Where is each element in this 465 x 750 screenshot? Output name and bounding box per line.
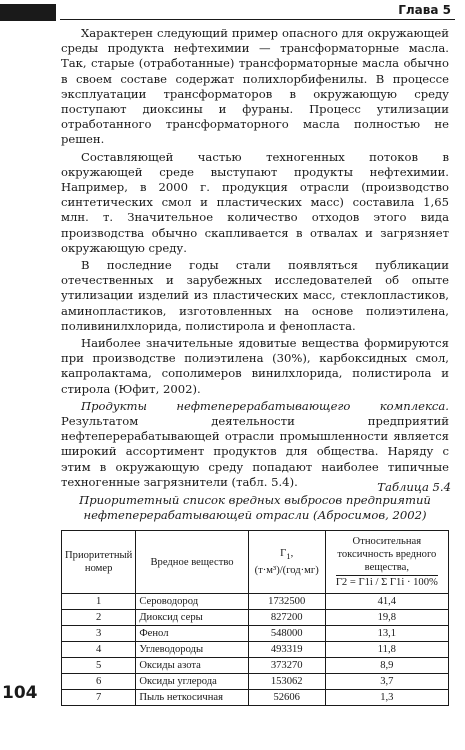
header-black-bar (0, 4, 56, 21)
cell-g1: 373270 (248, 658, 325, 674)
cell-relative: 1,3 (325, 690, 448, 706)
cell-rank: 1 (62, 594, 136, 610)
cell-substance: Оксиды углерода (136, 674, 248, 690)
paragraph-5 (61, 399, 449, 490)
table-caption: Приоритетный список вредных выбросов предприятий нефтеперерабатывающей отрасли (Абросимов, 2002) (79, 493, 431, 522)
table-row (62, 658, 449, 674)
cell-rank: 7 (62, 690, 136, 706)
cell-rank: 5 (62, 658, 136, 674)
paragraph-1: Характерен следующий пример опасного для окружающей среды продукта нефтехимии — трансформаторные масла. Так, старые (отработанные) трансформаторные масла обычно в своем составе содержат полихлорбифенилы. В процессе эксплуатации трансформаторов в окружающую среду поступают диоксины и фураны. Процесс утилизации отработанного трансформаторного масла полностью не решен. (61, 26, 449, 147)
chapter-title: Глава 5 (398, 3, 451, 17)
cell-relative: 41,4 (325, 594, 448, 610)
paragraph-5-rest: Результатом деятельности предприятий нефтеперерабатывающей отрасли промышленности является широкий ассортимент продуктов для общества. Наряду с этим в окружающую среду попадают наиболее типичные техногенные загрязнители (табл. 5.4). (61, 414, 449, 489)
paragraph-3: В последние годы стали появляться публикации отечественных и зарубежных исследователей об опыте утилизации изделий из пластических масс, стеклопластиков, аминопластиков, изготовленных на основе полиэтилена, поливинилхлорида, полистирола и фенопласта. (61, 258, 449, 333)
page-number: 104 (2, 683, 38, 703)
cell-substance: Фенол (136, 626, 248, 642)
cell-rank: 2 (62, 610, 136, 626)
emissions-table (61, 530, 449, 706)
cell-g1: 1732500 (248, 594, 325, 610)
cell-rank: 3 (62, 626, 136, 642)
cell-g1: 52606 (248, 690, 325, 706)
cell-relative: 3,7 (325, 674, 448, 690)
cell-substance: Углеводороды (136, 642, 248, 658)
cell-g1: 153062 (248, 674, 325, 690)
cell-substance: Диоксид серы (136, 610, 248, 626)
table-header-row (62, 531, 449, 594)
cell-g1: 493319 (248, 642, 325, 658)
cell-substance: Пыль неткосичная (136, 690, 248, 706)
header-rule (60, 19, 455, 20)
table-row (62, 626, 449, 642)
header-relative-label: Относительная токсичность вредного вещества, (337, 536, 437, 573)
body-text (61, 26, 449, 490)
header-substance: Вредное вещество (136, 531, 248, 594)
header-formula: Г2 = Г1i / Σ Г1i · 100% (335, 577, 438, 588)
cell-g1: 827200 (248, 610, 325, 626)
header-g1-subscript: 1 (286, 551, 291, 562)
paragraph-4: Наиболее значительные ядовитые вещества формируются при производстве полиэтилена (30%), карбоксидных смол, капролактама, сополимеров винилхлорида, полистирола и стирола (Юфит, 2002). (61, 336, 449, 396)
table-row (62, 674, 449, 690)
cell-substance: Оксиды азота (136, 658, 248, 674)
paragraph-2: Составляющей частью техногенных потоков в окружающей среде выступают продукты нефтехимии. Например, в 2000 г. продукция отрасли (производство синтетических смол и пластических масс) составила 1,65 млн. т. Значительное количество отходов этого вида производства обычно скапливается в отвалах и загрязняет окружающую среду. (61, 149, 449, 255)
table-row (62, 690, 449, 706)
cell-relative: 13,1 (325, 626, 448, 642)
table-row (62, 610, 449, 626)
table-row (62, 594, 449, 610)
header-g1-units: (т·м³)/(год·мг) (254, 564, 319, 576)
table-number: Таблица 5.4 (377, 480, 451, 494)
cell-relative: 11,8 (325, 642, 448, 658)
cell-substance: Сероводород (136, 594, 248, 610)
cell-rank: 6 (62, 674, 136, 690)
cell-relative: 8,9 (325, 658, 448, 674)
paragraph-5-lead: Продукты нефтеперерабатывающего комплекса. (81, 398, 449, 413)
cell-relative: 19,8 (325, 610, 448, 626)
table-row (62, 642, 449, 658)
cell-rank: 4 (62, 642, 136, 658)
cell-g1: 548000 (248, 626, 325, 642)
header-g1-symbol: Г (280, 548, 287, 560)
header-g1: $Г_1$, (т·м³)/(год·мг) (248, 531, 325, 594)
header-relative (325, 531, 448, 594)
header-rank: Приоритетный номер (62, 531, 136, 594)
